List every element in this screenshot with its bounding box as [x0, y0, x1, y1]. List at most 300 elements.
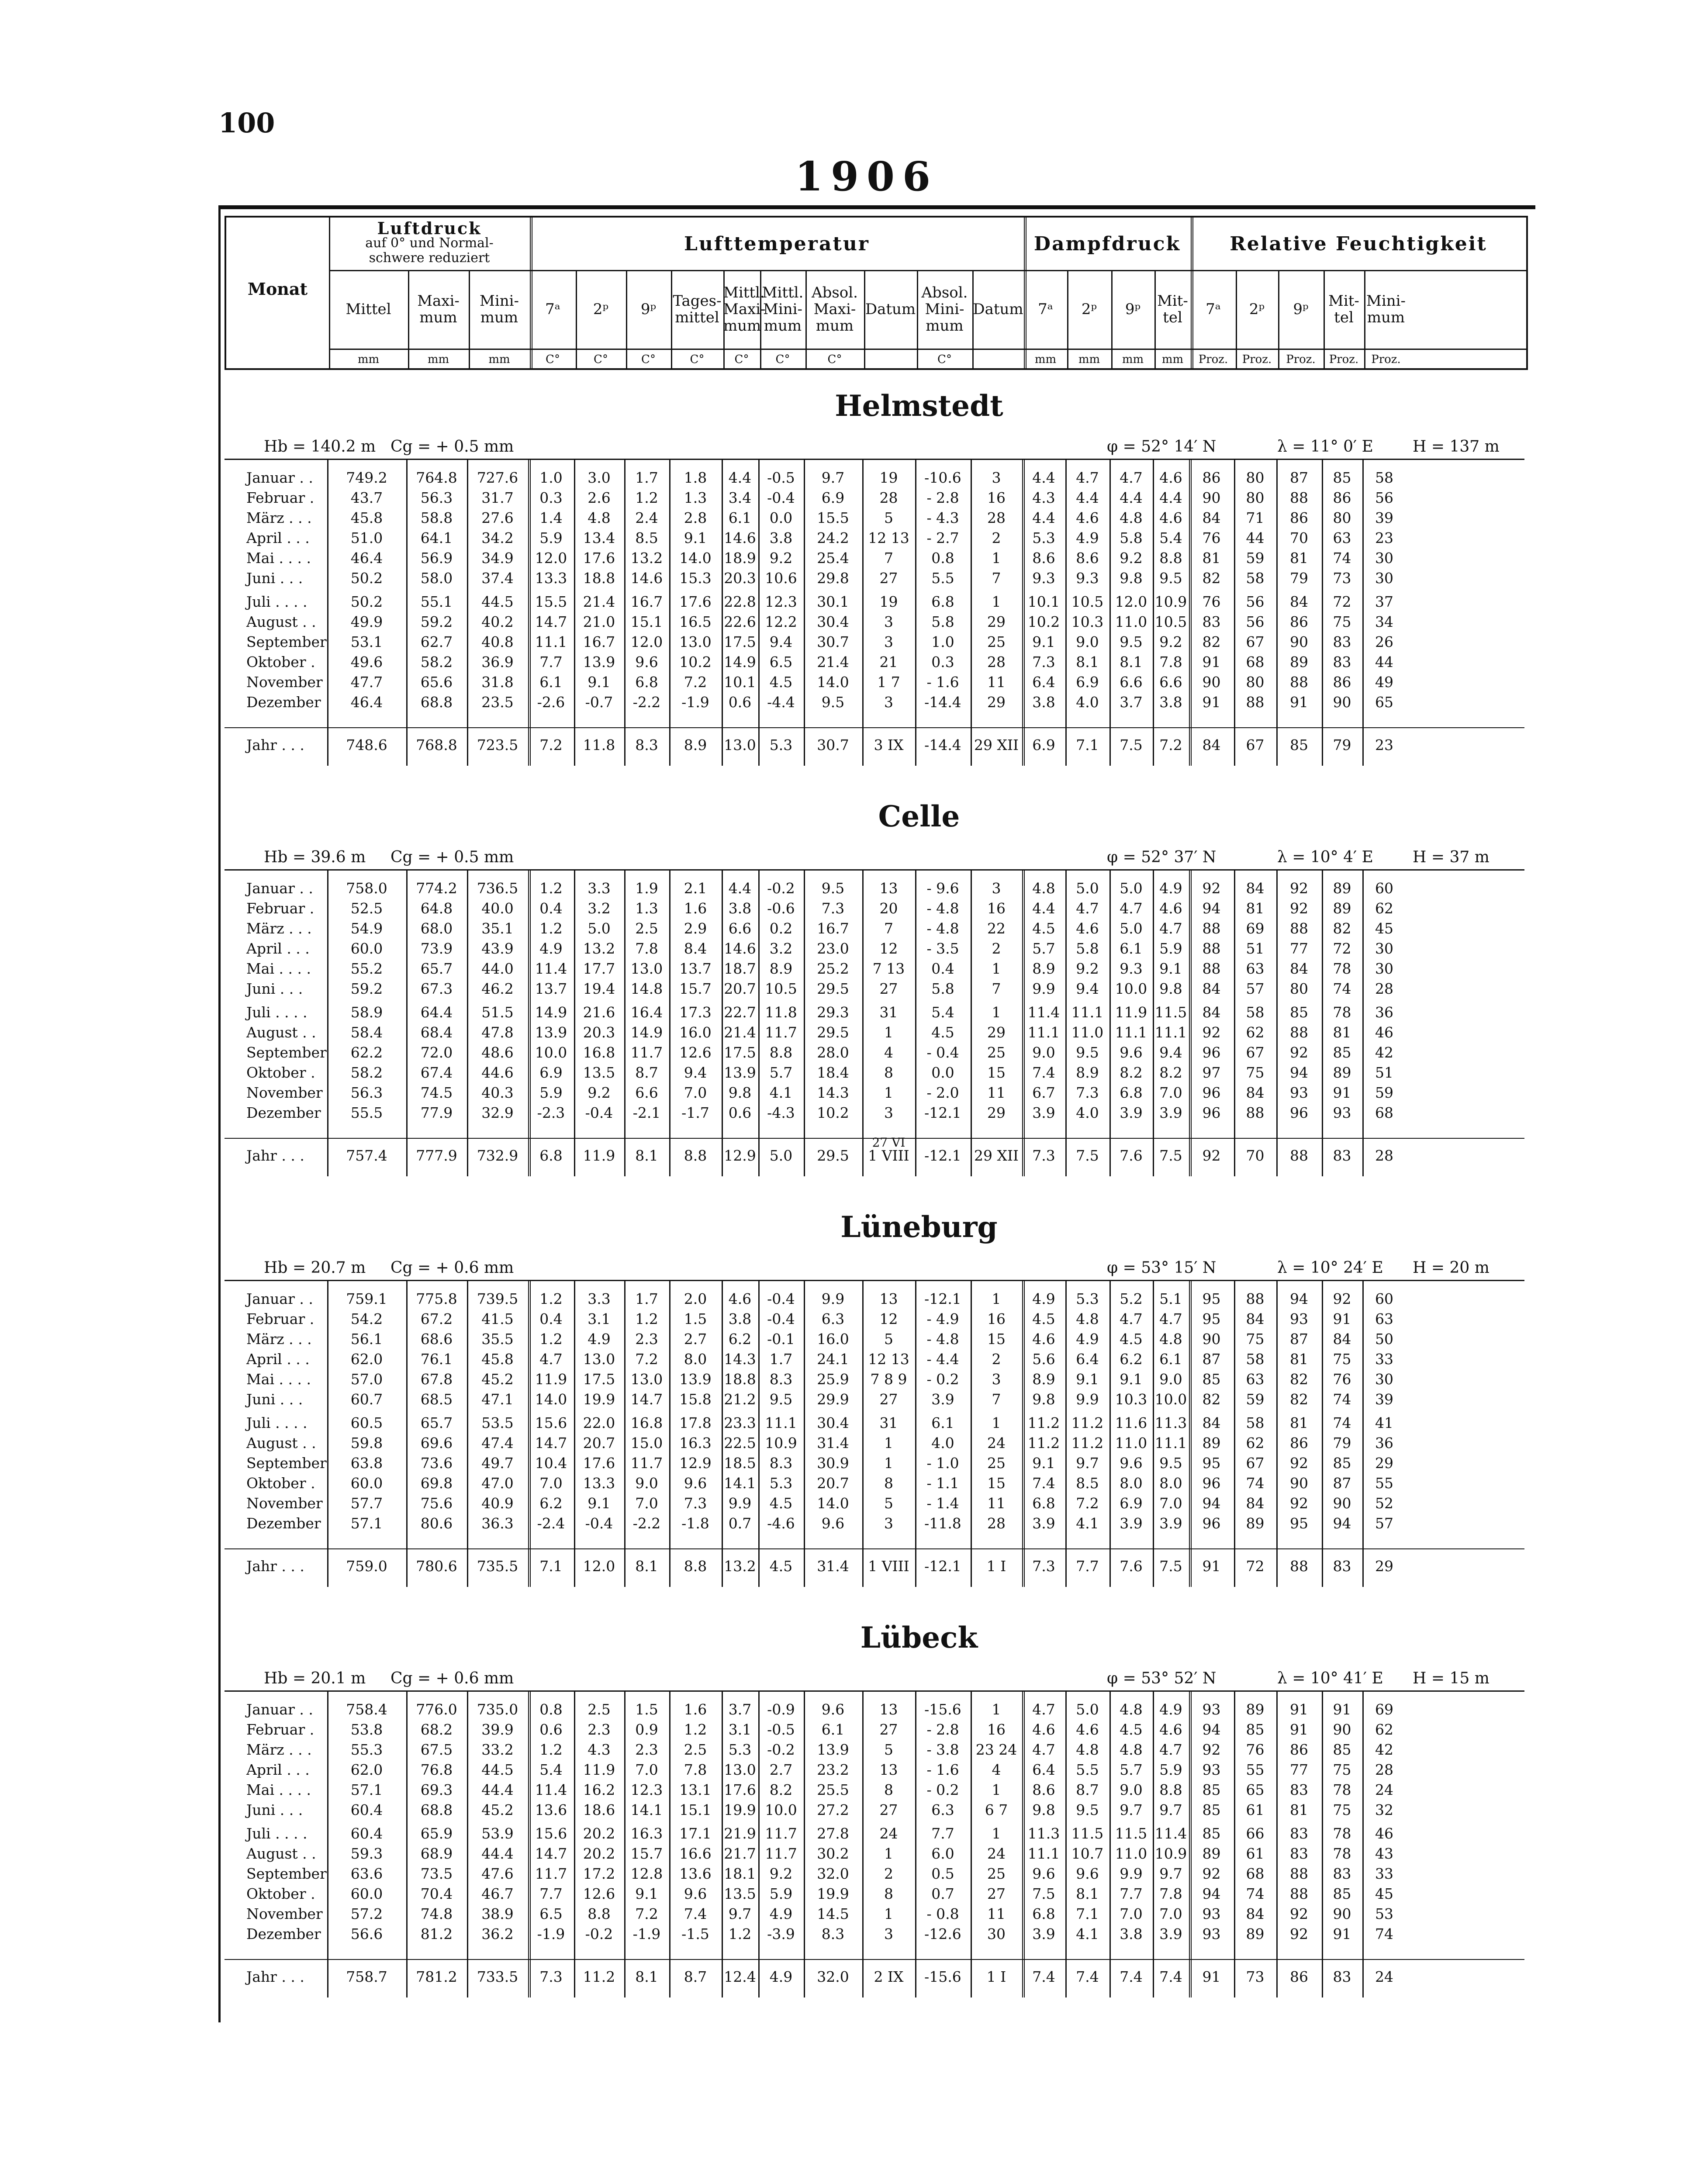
table-cell: 6.1: [539, 674, 563, 691]
table-cell: 11.9: [1115, 1004, 1147, 1021]
month-row: [225, 1824, 1524, 1844]
table-cell: 14.0: [817, 1495, 849, 1512]
table-cell: 36.3: [481, 1515, 514, 1532]
table-cell: 11.2: [1071, 1434, 1104, 1451]
table-cell: 29.3: [817, 1004, 849, 1021]
table-cell: 77: [1290, 940, 1308, 957]
table-cell: 9.0: [635, 1475, 658, 1492]
table-cell: 7.3: [539, 1968, 563, 1985]
table-cell: -0.4: [767, 1290, 795, 1307]
table-cell: 42: [1375, 1044, 1393, 1061]
table-cell: 6.8: [539, 1147, 563, 1164]
month-row: [225, 1493, 1524, 1514]
station-hb: Hb = 39.6 m: [264, 848, 366, 866]
table-cell: 11.2: [583, 1968, 615, 1985]
table-cell: 85: [1333, 469, 1351, 486]
table-cell: 92: [1290, 1905, 1308, 1922]
table-cell: 43.9: [481, 940, 514, 957]
table-cell: 9.0: [1076, 633, 1099, 650]
table-cell: 9.2: [1159, 633, 1182, 650]
table-cell: 7.4: [1159, 1968, 1182, 1985]
table-cell: 11.0: [1115, 1845, 1147, 1862]
month-row: [225, 1800, 1524, 1820]
table-cell: 45.8: [350, 509, 383, 526]
table-cell: 73: [1333, 570, 1351, 587]
table-cell: 2.6: [587, 489, 611, 506]
table-cell: 85: [1333, 1885, 1351, 1902]
table-cell: -11.8: [924, 1515, 961, 1532]
header-col-label-line: 7ᵃ: [1206, 301, 1221, 318]
table-cell: 67.5: [420, 1741, 453, 1758]
table-cell: 17.5: [724, 1044, 756, 1061]
table-cell: 16: [987, 1721, 1006, 1738]
table-cell: - 4.4: [926, 1351, 959, 1368]
table-cell: 16.3: [679, 1434, 712, 1451]
table-cell: 11.6: [1115, 1414, 1147, 1431]
table-cell: 70.4: [420, 1885, 453, 1902]
table-cell: 5.4: [931, 1004, 954, 1021]
header-col-label-line: 7ᵃ: [1038, 301, 1053, 318]
table-cell: -3.9: [767, 1925, 795, 1942]
table-cell: 25.9: [817, 1371, 849, 1388]
table-cell: 4.6: [1076, 1721, 1099, 1738]
table-cell: 78: [1333, 1845, 1351, 1862]
header-col-unit: C°: [827, 353, 842, 366]
table-cell: 13.0: [630, 1371, 663, 1388]
month-row: [225, 1884, 1524, 1904]
table-cell: 12 13: [868, 529, 909, 546]
table-cell: 3.7: [1120, 694, 1143, 711]
table-cell: 84: [1202, 1004, 1221, 1021]
table-cell: 9.3: [1032, 570, 1055, 587]
month-label: Februar .: [246, 900, 314, 917]
table-cell: -10.6: [924, 469, 961, 486]
table-cell: 7.7: [931, 1825, 954, 1842]
table-cell: 50.2: [350, 593, 383, 610]
table-cell: 30: [1375, 549, 1393, 567]
table-cell: 6.2: [539, 1495, 563, 1512]
table-cell: 58: [1246, 570, 1265, 587]
table-cell: 21.6: [583, 1004, 615, 1021]
table-cell: 11.8: [765, 1004, 797, 1021]
table-cell: 1.0: [931, 633, 954, 650]
table-cell: 1.4: [539, 509, 563, 526]
table-cell: 72: [1333, 940, 1351, 957]
table-cell: 92: [1202, 1741, 1221, 1758]
table-cell: -2.6: [537, 694, 565, 711]
table-cell: 12.0: [630, 633, 663, 650]
table-cell: 48.6: [481, 1044, 514, 1061]
table-cell: 10.0: [1154, 1391, 1187, 1408]
table-cell: 11.4: [1027, 1004, 1060, 1021]
table-cell: 29 XII: [974, 1147, 1019, 1164]
table-cell: 3.9: [1120, 1515, 1143, 1532]
table-cell: 11.3: [1027, 1825, 1060, 1842]
table-cell: 8.6: [1076, 549, 1099, 567]
table-cell: 27.6: [481, 509, 514, 526]
table-cell: 8.8: [1159, 549, 1182, 567]
table-cell: 5: [884, 1741, 893, 1758]
table-cell: 91: [1202, 653, 1221, 670]
table-cell: 37: [1375, 593, 1393, 610]
table-cell: 11.2: [1027, 1434, 1060, 1451]
table-cell: 86: [1333, 674, 1351, 691]
table-cell: 63: [1375, 1310, 1393, 1327]
station-phi: φ = 53° 15′ N: [1107, 1259, 1216, 1277]
table-cell: 14.0: [535, 1391, 567, 1408]
table-cell: 58.4: [350, 1024, 383, 1041]
table-cell: 7: [992, 980, 1001, 997]
table-cell: 1.7: [635, 1290, 658, 1307]
table-cell: 7.5: [1120, 736, 1143, 753]
table-cell: 87: [1202, 1351, 1221, 1368]
month-row: [225, 1514, 1524, 1534]
table-cell: 67: [1246, 736, 1265, 753]
table-cell: 9.1: [635, 1885, 658, 1902]
table-cell: 17.1: [679, 1825, 712, 1842]
table-cell: 1: [992, 1781, 1001, 1798]
table-cell: 31.4: [817, 1434, 849, 1451]
table-cell: 7.0: [1120, 1905, 1143, 1922]
table-cell: 9.6: [821, 1701, 845, 1718]
header-col-label-line: mum: [419, 309, 457, 326]
table-cell: 1 7: [877, 674, 900, 691]
table-cell: 0.0: [769, 509, 793, 526]
table-cell: 47.4: [481, 1434, 514, 1451]
table-cell: 6.3: [931, 1801, 954, 1818]
table-cell: 9.6: [1120, 1044, 1143, 1061]
table-cell: 75: [1246, 1064, 1265, 1081]
table-cell: 62: [1246, 1024, 1265, 1041]
table-cell: 29.9: [817, 1391, 849, 1408]
table-cell: 89: [1246, 1515, 1265, 1532]
table-cell: 3.9: [1159, 1515, 1182, 1532]
header-col-label: [1278, 301, 1324, 318]
table-cell: 62.0: [350, 1761, 383, 1778]
table-cell: 9.1: [1032, 633, 1055, 650]
table-cell: 81: [1290, 1351, 1308, 1368]
table-cell: 5.0: [1076, 1701, 1099, 1718]
table-cell: 28: [879, 489, 898, 506]
table-cell: 7.4: [1032, 1064, 1055, 1081]
table-cell: 86: [1290, 1741, 1308, 1758]
table-cell: 11.9: [583, 1761, 615, 1778]
table-cell: 68.8: [420, 694, 453, 711]
table-cell: 69.8: [420, 1475, 453, 1492]
table-cell: 764.8: [416, 469, 457, 486]
table-cell: 7.4: [684, 1905, 707, 1922]
table-cell: 18.8: [583, 570, 615, 587]
station-phi: φ = 52° 37′ N: [1107, 848, 1216, 866]
table-cell: 9.1: [1159, 960, 1182, 977]
table-cell: 78: [1333, 1825, 1351, 1842]
table-cell: 74: [1246, 1885, 1265, 1902]
table-cell: 16.3: [630, 1825, 663, 1842]
table-cell: 5: [884, 509, 893, 526]
table-cell: 68.6: [420, 1330, 453, 1348]
table-cell: 7.6: [1120, 1147, 1143, 1164]
table-cell: 3: [992, 469, 1001, 486]
table-cell: 9.6: [684, 1475, 707, 1492]
table-cell: 10.5: [765, 980, 797, 997]
month-row: [225, 1349, 1524, 1369]
table-cell: 1: [884, 1845, 893, 1862]
table-cell: 2.3: [635, 1330, 658, 1348]
table-cell: 8.0: [684, 1351, 707, 1368]
month-label: Januar . .: [246, 1701, 313, 1718]
table-cell: 20.2: [583, 1825, 615, 1842]
table-cell: 69: [1375, 1701, 1393, 1718]
table-cell: 36: [1375, 1434, 1393, 1451]
table-cell: 86: [1290, 1968, 1308, 1985]
table-cell: 2.3: [587, 1721, 611, 1738]
table-cell: 27.2: [817, 1801, 849, 1818]
table-cell: 13.2: [583, 940, 615, 957]
table-cell: 12: [879, 940, 898, 957]
table-cell: 5.4: [539, 1761, 563, 1778]
table-cell: 81: [1290, 1414, 1308, 1431]
table-cell: 8.5: [1076, 1475, 1099, 1492]
table-cell: 5.8: [931, 613, 954, 630]
table-cell: 16.8: [630, 1414, 663, 1431]
table-cell: 9.4: [684, 1064, 707, 1081]
table-cell: 22.5: [724, 1434, 756, 1451]
table-cell: 91: [1333, 1701, 1351, 1718]
table-cell: 2.5: [635, 920, 658, 937]
table-cell: 14.6: [630, 570, 663, 587]
table-cell: 6.9: [1076, 674, 1099, 691]
table-cell: - 4.8: [926, 1330, 959, 1348]
table-cell: 8.3: [769, 1371, 793, 1388]
header-col-label: [1324, 293, 1364, 326]
table-cell: 18.4: [817, 1064, 849, 1081]
table-cell: 4.8: [1120, 1701, 1143, 1718]
table-cell: 23.5: [481, 694, 514, 711]
table-cell: 1: [884, 1455, 893, 1472]
table-cell: 12.0: [1115, 593, 1147, 610]
month-label: Januar . .: [246, 880, 313, 897]
table-cell: 4.3: [587, 1741, 611, 1758]
table-cell: 78: [1333, 1781, 1351, 1798]
table-cell: 11.1: [1154, 1434, 1187, 1451]
table-cell: 7.6: [1120, 1558, 1143, 1575]
table-cell: 780.6: [416, 1558, 457, 1575]
table-cell: 92: [1333, 1290, 1351, 1307]
table-cell: 52.5: [350, 900, 383, 917]
table-cell: 1.5: [635, 1701, 658, 1718]
table-cell: 88: [1246, 1104, 1265, 1121]
table-cell: 13.9: [583, 653, 615, 670]
table-cell: 11.1: [1027, 1024, 1060, 1041]
table-cell: -0.5: [767, 469, 795, 486]
table-cell: 47.7: [350, 674, 383, 691]
table-cell: 14.1: [630, 1801, 663, 1818]
table-cell: 10.9: [1154, 593, 1187, 610]
table-cell: 4.8: [1120, 1741, 1143, 1758]
table-cell: 775.8: [416, 1290, 457, 1307]
table-cell: 25.2: [817, 960, 849, 977]
table-cell: 7.5: [1159, 1558, 1182, 1575]
table-cell: 13.0: [630, 960, 663, 977]
month-row: [225, 1289, 1524, 1309]
table-cell: 18.8: [724, 1371, 756, 1388]
month-row: [225, 568, 1524, 588]
table-cell: 59: [1246, 1391, 1265, 1408]
table-cell: 88: [1246, 1290, 1265, 1307]
header-dampfdruck: Dampfdruck: [1033, 233, 1181, 255]
table-cell: 8.7: [684, 1968, 707, 1985]
table-cell: 11: [987, 1084, 1006, 1101]
table-cell: 91: [1333, 1925, 1351, 1942]
table-cell: 13: [879, 1701, 898, 1718]
table-cell: 56.6: [350, 1925, 383, 1942]
table-cell: - 3.5: [926, 940, 959, 957]
table-cell: 74: [1246, 1475, 1265, 1492]
table-cell: 82: [1290, 1371, 1308, 1388]
table-cell: 51: [1246, 940, 1265, 957]
table-cell: 11.3: [1154, 1414, 1187, 1431]
table-cell: 24: [1375, 1968, 1393, 1985]
table-cell: 9.4: [1159, 1044, 1182, 1061]
table-cell: 97: [1202, 1064, 1221, 1081]
table-cell: 90: [1202, 1330, 1221, 1348]
table-cell: 16.7: [583, 633, 615, 650]
table-cell: 5.0: [1120, 880, 1143, 897]
table-cell: 47.8: [481, 1024, 514, 1041]
table-cell: 55: [1246, 1761, 1265, 1778]
table-cell: 8.1: [1076, 653, 1099, 670]
table-cell: 89: [1333, 1064, 1351, 1081]
header-col-unit: Proz.: [1198, 353, 1228, 366]
table-cell: 20.7: [583, 1434, 615, 1451]
table-cell: 59: [1246, 549, 1265, 567]
table-cell: 73.9: [420, 940, 453, 957]
month-label: Dezember: [246, 1925, 321, 1942]
page-number: 100: [218, 107, 275, 139]
table-cell: 6 7: [985, 1801, 1008, 1818]
table-cell: 34.9: [481, 549, 514, 567]
table-cell: 1.2: [635, 489, 658, 506]
table-cell: 64.1: [420, 529, 453, 546]
table-cell: 5.7: [769, 1064, 793, 1081]
month-label: September: [246, 1455, 327, 1472]
table-cell: -15.6: [924, 1968, 961, 1985]
table-cell: 13.5: [583, 1064, 615, 1081]
table-cell: 84: [1202, 736, 1221, 753]
table-cell: 75: [1333, 1801, 1351, 1818]
table-cell: 4.7: [1120, 1310, 1143, 1327]
table-cell: 8.0: [1159, 1475, 1182, 1492]
table-cell: 5.0: [587, 920, 611, 937]
table-cell: 62: [1246, 1434, 1265, 1451]
table-cell: 18.6: [583, 1801, 615, 1818]
table-cell: - 4.8: [926, 900, 959, 917]
table-cell: 47.6: [481, 1865, 514, 1882]
table-cell: 20.2: [583, 1845, 615, 1862]
month-label: September: [246, 1865, 327, 1882]
station-h: H = 20 m: [1413, 1259, 1489, 1277]
table-cell: 53.1: [350, 633, 383, 650]
table-cell: 4.9: [1032, 1290, 1055, 1307]
table-cell: 12.6: [583, 1885, 615, 1902]
table-cell: 94: [1333, 1515, 1351, 1532]
table-cell: 8.1: [1076, 1885, 1099, 1902]
station-lambda: λ = 11° 0′ E: [1277, 438, 1373, 456]
table-cell: 4.8: [1032, 880, 1055, 897]
header-col-label: [408, 293, 469, 326]
table-cell: 15.5: [817, 509, 849, 526]
table-cell: 8.0: [1120, 1475, 1143, 1492]
table-cell: 3.2: [587, 900, 611, 917]
table-cell: 0.4: [539, 900, 563, 917]
table-cell: 0.4: [931, 960, 954, 977]
table-cell: 7.7: [1120, 1885, 1143, 1902]
month-label: Juni . . .: [246, 980, 303, 997]
table-cell: 4.7: [1159, 920, 1182, 937]
month-label: Januar . .: [246, 1290, 313, 1307]
table-cell: 9.0: [1032, 1044, 1055, 1061]
table-cell: 7: [884, 549, 893, 567]
table-cell: 7: [884, 920, 893, 937]
table-cell: -0.6: [767, 900, 795, 917]
table-cell: 4.5: [931, 1024, 954, 1041]
table-cell: 9.9: [1076, 1391, 1099, 1408]
month-row: [225, 1700, 1524, 1720]
table-cell: 758.0: [346, 880, 387, 897]
table-cell: 7.5: [1076, 1147, 1099, 1164]
table-cell: -0.1: [767, 1330, 795, 1348]
table-cell: 29.5: [817, 1024, 849, 1041]
table-cell: 4.9: [1076, 1330, 1099, 1348]
table-cell: 10.7: [1071, 1845, 1104, 1862]
table-cell: 57: [1375, 1515, 1393, 1532]
table-cell: 1.5: [684, 1310, 707, 1327]
header-col-label: [576, 301, 626, 318]
table-cell: 21.4: [583, 593, 615, 610]
table-cell: 5.1: [1159, 1290, 1182, 1307]
table-cell: 9.5: [821, 880, 845, 897]
table-cell: 84: [1246, 1310, 1265, 1327]
table-cell: 24: [987, 1845, 1006, 1862]
table-cell: 65.7: [420, 960, 453, 977]
table-cell: 69: [1246, 920, 1265, 937]
table-cell: 30.1: [817, 593, 849, 610]
table-cell: 9.7: [1076, 1455, 1099, 1472]
table-cell: 13.0: [583, 1351, 615, 1368]
table-cell: 4.0: [1076, 694, 1099, 711]
header-col-unit: Proz.: [1286, 353, 1316, 366]
table-cell: 85: [1333, 1044, 1351, 1061]
table-cell: 5.9: [539, 529, 563, 546]
table-cell: 9.9: [1032, 980, 1055, 997]
year-row: [225, 1556, 1524, 1576]
table-cell: -12.1: [924, 1558, 961, 1575]
table-cell: 73.6: [420, 1455, 453, 1472]
table-cell: 45: [1375, 1885, 1393, 1902]
table-cell: 9.8: [1159, 980, 1182, 997]
year-separator: [225, 1548, 1524, 1549]
table-cell: 0.4: [539, 1310, 563, 1327]
table-cell: 84: [1246, 880, 1265, 897]
table-cell: 3.8: [1159, 694, 1182, 711]
table-cell: -4.6: [767, 1515, 795, 1532]
table-cell: 3: [884, 613, 893, 630]
table-cell: 68: [1246, 1865, 1265, 1882]
table-cell: 5.8: [1120, 529, 1143, 546]
table-cell: 3.9: [1159, 1104, 1182, 1121]
table-cell: 17.6: [583, 1455, 615, 1472]
table-cell: 7.4: [1076, 1968, 1099, 1985]
